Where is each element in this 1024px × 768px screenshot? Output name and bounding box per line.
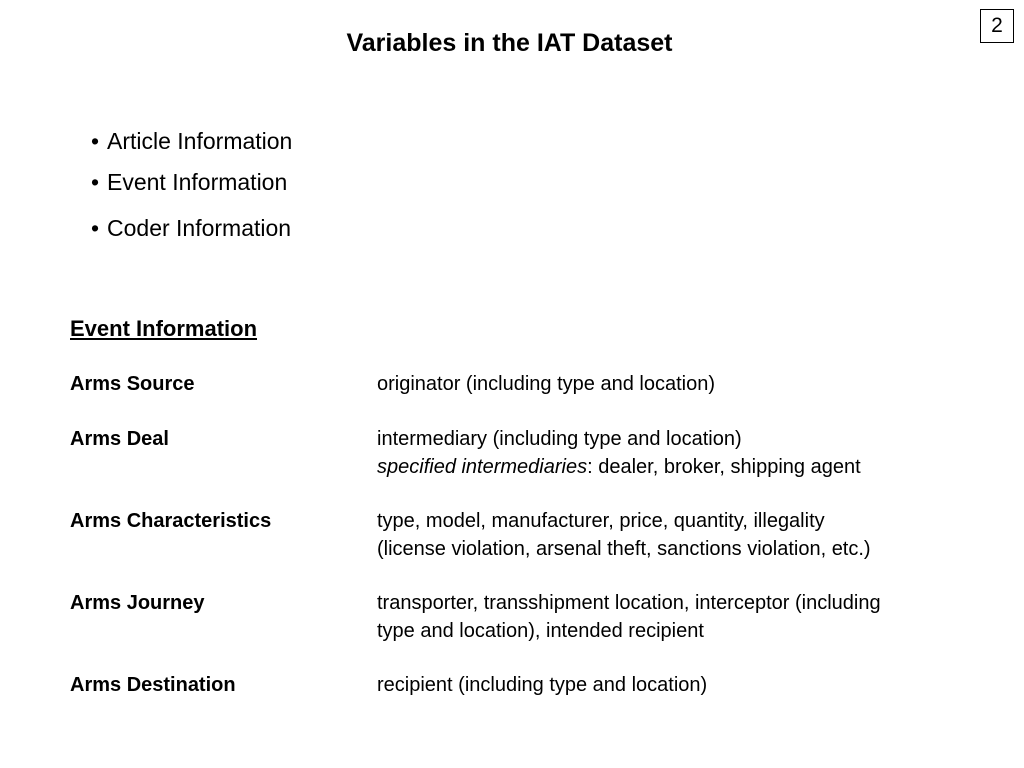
- description-line: [377, 454, 967, 482]
- bullet-icon: •: [91, 128, 100, 154]
- section-heading: Event Information: [70, 316, 258, 341]
- variable-description: [377, 426, 967, 481]
- bullet-label: Article Information: [107, 128, 293, 154]
- variable-name: Arms Source: [70, 373, 195, 395]
- description-line: recipient (including type and location): [377, 674, 708, 696]
- description-line: transporter, transshipment location, interceptor (including: [377, 592, 881, 614]
- variable-name: Arms Journey: [70, 592, 205, 614]
- description-line: originator (including type and location): [377, 373, 715, 395]
- description-line: (license violation, arsenal theft, sanctions violation, etc.): [377, 537, 871, 560]
- variable-name: Arms Characteristics: [70, 510, 272, 532]
- description-line: type, model, manufacturer, price, quantity, illegality: [377, 510, 825, 532]
- bullet-label: Event Information: [107, 169, 288, 195]
- variable-description: [377, 590, 967, 645]
- description-line: intermediary (including type and location): [377, 428, 742, 450]
- slide-title: Variables in the IAT Dataset: [346, 29, 673, 57]
- bullet-icon: •: [91, 169, 100, 195]
- description-line: type and location), intended recipient: [377, 619, 704, 642]
- variable-description: [377, 672, 967, 700]
- bullet-item-article-information: [91, 127, 292, 155]
- emphasized-term: specified intermediaries: [377, 455, 588, 478]
- bullet-item-event-information: [91, 168, 287, 196]
- page-number: 2: [980, 9, 1014, 43]
- bullet-label: Coder Information: [107, 215, 292, 241]
- variable-description: [377, 371, 967, 399]
- variable-name: Arms Deal: [70, 428, 169, 450]
- emphasized-term-detail: : dealer, broker, shipping agent: [587, 455, 861, 478]
- variable-description: [377, 508, 967, 563]
- bullet-item-coder-information: [91, 214, 291, 242]
- bullet-icon: •: [91, 215, 100, 241]
- variable-name: Arms Destination: [70, 674, 236, 696]
